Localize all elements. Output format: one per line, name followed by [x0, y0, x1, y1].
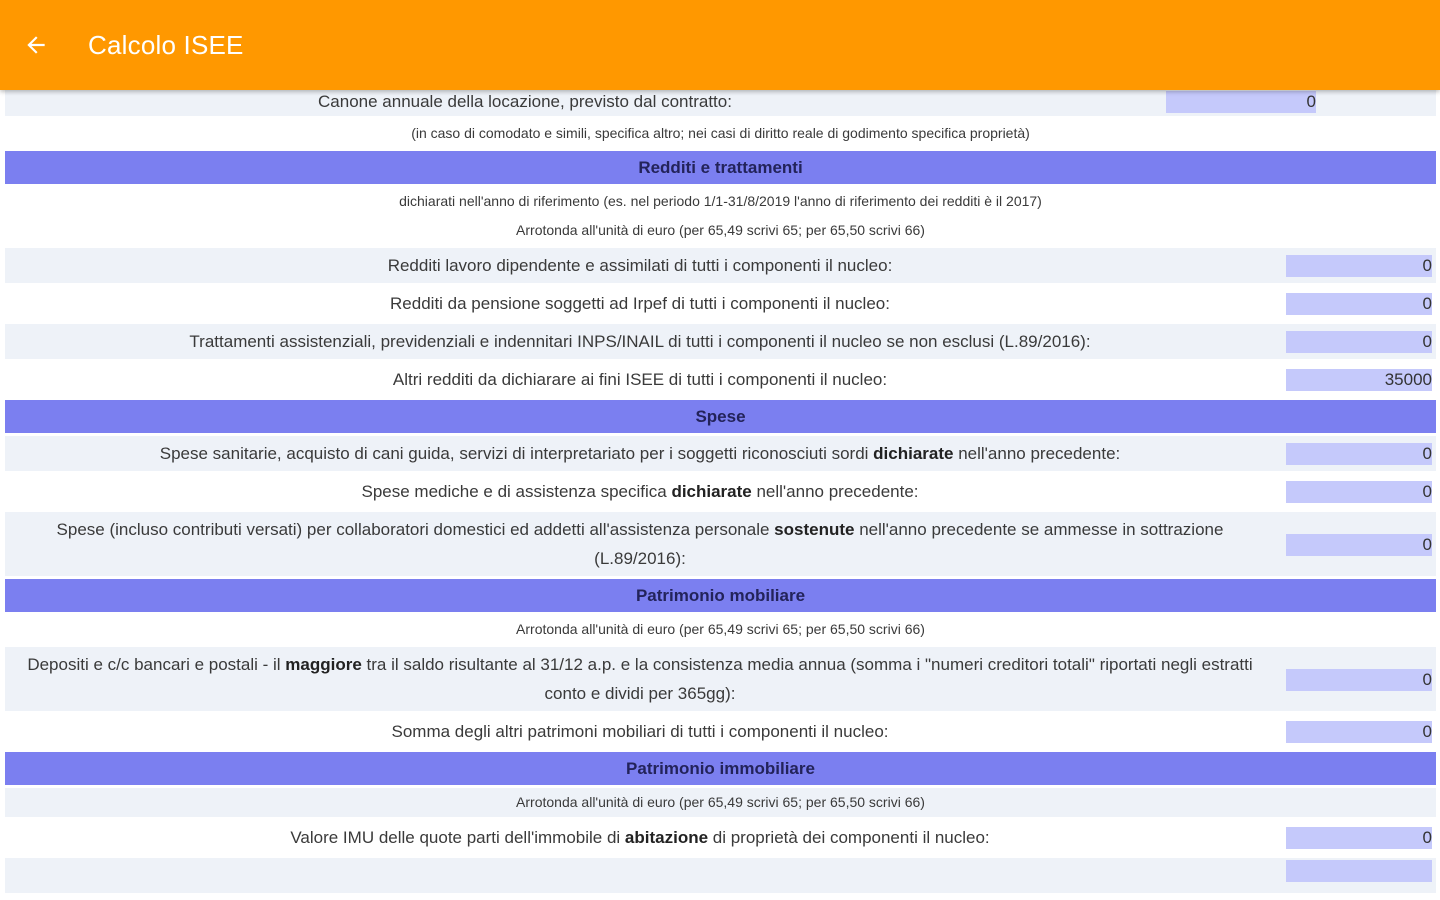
field-label	[5, 436, 1275, 471]
redditi-note-2: Arrotonda all'unità di euro (per 65,49 scrivi 65; per 65,50 scrivi 66)	[516, 222, 925, 238]
table-row	[5, 788, 1436, 817]
table-row	[5, 119, 1436, 148]
label-bold: sostenute	[774, 520, 855, 539]
immobiliare-header: Patrimonio immobiliare	[5, 752, 1436, 785]
field-cell	[1275, 858, 1436, 893]
label-text: nell'anno precedente se ammesse in sottrazione (L.89/2016):	[594, 520, 1224, 568]
canone-input[interactable]: 0	[1166, 91, 1316, 113]
field-label: Redditi lavoro dipendente e assimilati di tutti i componenti il nucleo:	[5, 248, 1275, 283]
label-bold: dichiarate	[873, 444, 954, 463]
table-row	[5, 187, 1436, 245]
depositi-input[interactable]: 0	[1286, 669, 1432, 691]
app-bar	[0, 0, 1440, 90]
field-cell	[1275, 248, 1436, 283]
field-cell	[1275, 286, 1436, 321]
spese-header: Spese	[5, 400, 1436, 433]
section-header	[5, 151, 1436, 184]
table-row	[5, 512, 1436, 576]
field-cell	[1275, 436, 1436, 471]
immobiliare-note: Arrotonda all'unità di euro (per 65,49 scrivi 65; per 65,50 scrivi 66)	[5, 788, 1436, 817]
label-text: Depositi e c/c bancari e postali - il	[27, 655, 286, 674]
table-row	[5, 248, 1436, 283]
label-text: nell'anno precedente:	[751, 482, 919, 501]
valore-imu-input[interactable]: 0	[1286, 827, 1432, 849]
reddito-dipendente-input[interactable]: 0	[1286, 255, 1432, 277]
table-row	[5, 474, 1436, 509]
spese-collaboratori-input[interactable]: 0	[1286, 534, 1432, 556]
spese-mediche-input[interactable]: 0	[1286, 481, 1432, 503]
field-label: Trattamenti assistenziali, previdenziali e indennitari INPS/INAIL di tutti i componenti il nucleo se non esclusi (L.89/2016):	[5, 324, 1275, 359]
canone-cell	[1045, 87, 1436, 116]
field-cell	[1275, 512, 1436, 576]
label-text: Spese (incluso contributi versati) per collaboratori domestici ed addetti all'assistenza personale	[56, 520, 775, 539]
field-label: Redditi da pensione soggetti ad Irpef di tutti i componenti il nucleo:	[5, 286, 1275, 321]
label-text: Valore IMU delle quote parti dell'immobile di	[290, 828, 625, 847]
back-button[interactable]	[18, 27, 54, 63]
table-row	[5, 647, 1436, 711]
field-cell	[1275, 324, 1436, 359]
field-label: Altri redditi da dichiarare ai fini ISEE di tutti i componenti il nucleo:	[5, 362, 1275, 397]
field-cell	[1275, 474, 1436, 509]
reddito-pensione-input[interactable]: 0	[1286, 293, 1432, 315]
altri-redditi-input[interactable]: 35000	[1286, 369, 1432, 391]
section-header	[5, 579, 1436, 612]
redditi-header: Redditi e trattamenti	[5, 151, 1436, 184]
redditi-notes	[5, 187, 1436, 245]
altri-patrimoni-input[interactable]: 0	[1286, 721, 1432, 743]
table-row	[5, 324, 1436, 359]
field-label: Somma degli altri patrimoni mobiliari di tutti i componenti il nucleo:	[5, 714, 1275, 749]
table-row	[5, 286, 1436, 321]
canone-note: (in caso di comodato e simili, specifica altro; nei casi di diritto reale di godimento specifica proprietà)	[5, 119, 1436, 148]
table-row	[5, 858, 1436, 893]
spese-sanitarie-input[interactable]: 0	[1286, 443, 1432, 465]
field-cell	[1275, 820, 1436, 855]
table-row	[5, 436, 1436, 471]
mobiliare-note: Arrotonda all'unità di euro (per 65,49 scrivi 65; per 65,50 scrivi 66)	[5, 615, 1436, 644]
arrow-left-icon	[23, 32, 49, 58]
field-cell	[1275, 714, 1436, 749]
field-label	[5, 820, 1275, 855]
table-row	[5, 714, 1436, 749]
label-bold: maggiore	[285, 655, 362, 674]
canone-label: Canone annuale della locazione, previsto dal contratto:	[5, 87, 1045, 116]
field-label	[5, 858, 1275, 893]
field-cell	[1275, 362, 1436, 397]
isee-form-table	[5, 84, 1436, 896]
field-cell	[1275, 647, 1436, 711]
table-row	[5, 87, 1436, 116]
form-content[interactable]	[5, 84, 1436, 900]
label-text: Spese sanitarie, acquisto di cani guida, servizi di interpretariato per i soggetti riconosciuti sordi	[159, 444, 874, 463]
trattamenti-input[interactable]: 0	[1286, 331, 1432, 353]
section-header	[5, 752, 1436, 785]
next-input[interactable]	[1286, 860, 1432, 882]
table-row	[5, 615, 1436, 644]
table-row	[5, 362, 1436, 397]
redditi-note-1: dichiarati nell'anno di riferimento (es. nel periodo 1/1-31/8/2019 l'anno di riferimento dei redditi è il 2017)	[399, 193, 1042, 209]
field-label	[5, 647, 1275, 711]
mobiliare-header: Patrimonio mobiliare	[5, 579, 1436, 612]
page-title: Calcolo ISEE	[88, 29, 244, 60]
field-label	[5, 512, 1275, 576]
table-row	[5, 820, 1436, 855]
field-label	[5, 474, 1275, 509]
label-text: Spese mediche e di assistenza specifica	[361, 482, 672, 501]
section-header	[5, 400, 1436, 433]
label-text: nell'anno precedente:	[953, 444, 1121, 463]
label-bold: dichiarate	[671, 482, 752, 501]
label-bold: abitazione	[624, 828, 709, 847]
label-text: di proprietà dei componenti il nucleo:	[708, 828, 990, 847]
label-text: tra il saldo risultante al 31/12 a.p. e la consistenza media annua (somma i "numeri creditori totali" riportati negli estratti conto e dividi per 365gg):	[361, 655, 1253, 703]
